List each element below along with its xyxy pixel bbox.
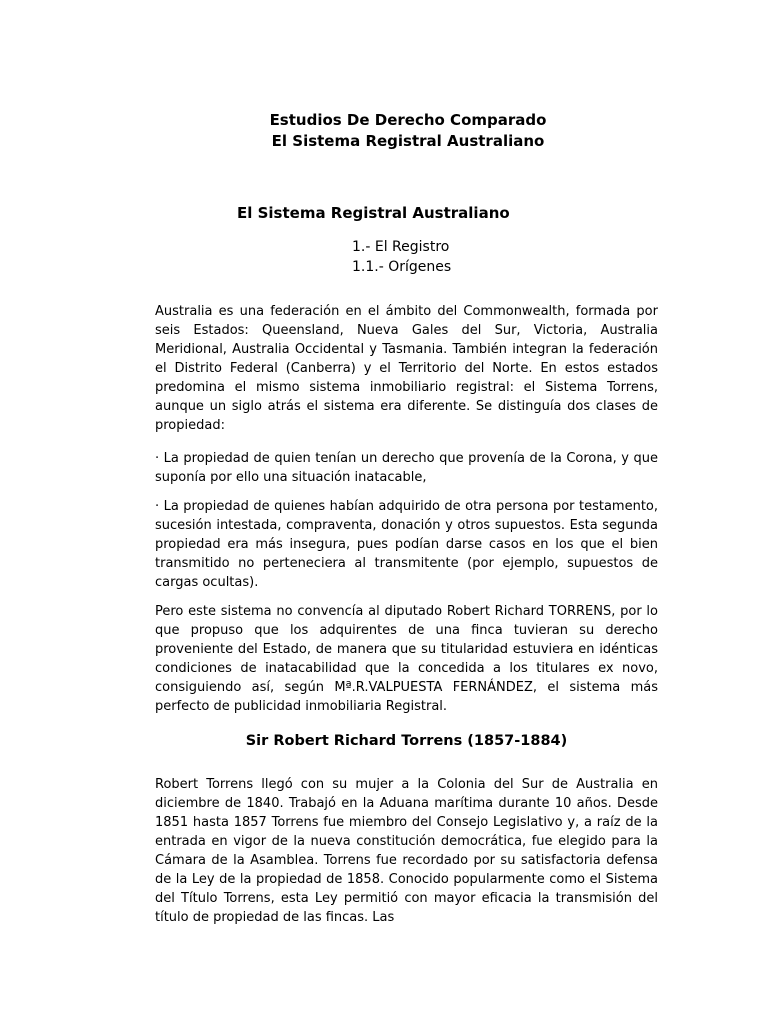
paragraph-torrens-biography: Robert Torrens llegó con su mujer a la Colonia del Sur de Australia en diciembre de 1840. Trabajó en la Aduana marítima durante 10 años. Desde 1851 hasta 1857 Torrens fue miembro del Consejo Legislativo y, a raíz de la entrada en vigor de la nueva constitución democrática, fue elegido para la Cámara de la Asamblea. Torrens fue recordado por su satisfactoria defensa de la Ley de la propiedad de 1858. Conocido popularmente como el Sistema del Título Torrens, esta Ley permitió con mayor eficacia la transmisión del título de propiedad de las fincas. Las <box>155 777 658 925</box>
subsection-origenes: 1.1.- Orígenes <box>352 259 452 275</box>
paragraph-federation: Australia es una federación en el ámbito del Commonwealth, formada por seis Estados: Queensland, Nueva Gales del Sur, Victoria, Australia Meridional, Australia Occidental y Tasmania. También integran la federación el Distrito Federal (Canberra) y el Territorio del Norte. En estos estados predomina el mismo sistema inmobiliario registral: el Sistema Torrens, aunque un siglo atrás el sistema era diferente. Se distinguía dos clases de propiedad: <box>155 304 658 433</box>
paragraph-acquired-property: · La propiedad de quienes habían adquirido de otra persona por testamento, sucesión intestada, compraventa, donación y otros supuestos. Esta segunda propiedad era más insegura, pues podían darse casos en los que el bien transmitido no perteneciera al transmitente (por ejemplo, supuestos de cargas ocultas). <box>155 499 658 590</box>
subsection-headings <box>352 237 451 277</box>
section-title: El Sistema Registral Australiano <box>237 204 510 222</box>
document-title <box>0 110 768 152</box>
torrens-heading: Sir Robert Richard Torrens (1857-1884) <box>245 733 568 749</box>
title-line-1: Estudios De Derecho Comparado <box>269 111 547 129</box>
paragraph-torrens-proposal: Pero este sistema no convencía al diputado Robert Richard TORRENS, por lo que propuso que los adquirentes de una finca tuvieran su derecho proveniente del Estado, de manera que su titularidad estuviera en idénticas condiciones de inatacabilidad que la concedida a los titulares ex novo, consiguiendo así, según Mª.R.VALPUESTA FERNÁNDEZ, el sistema más perfecto de publicidad inmobiliaria Registral. <box>155 604 658 714</box>
title-line-2: El Sistema Registral Australiano <box>271 132 545 150</box>
subsection-registro: 1.- El Registro <box>352 239 450 255</box>
paragraph-crown-property: · La propiedad de quien tenían un derecho que provenía de la Corona, y que suponía por ello una situación inatacable, <box>155 451 658 485</box>
